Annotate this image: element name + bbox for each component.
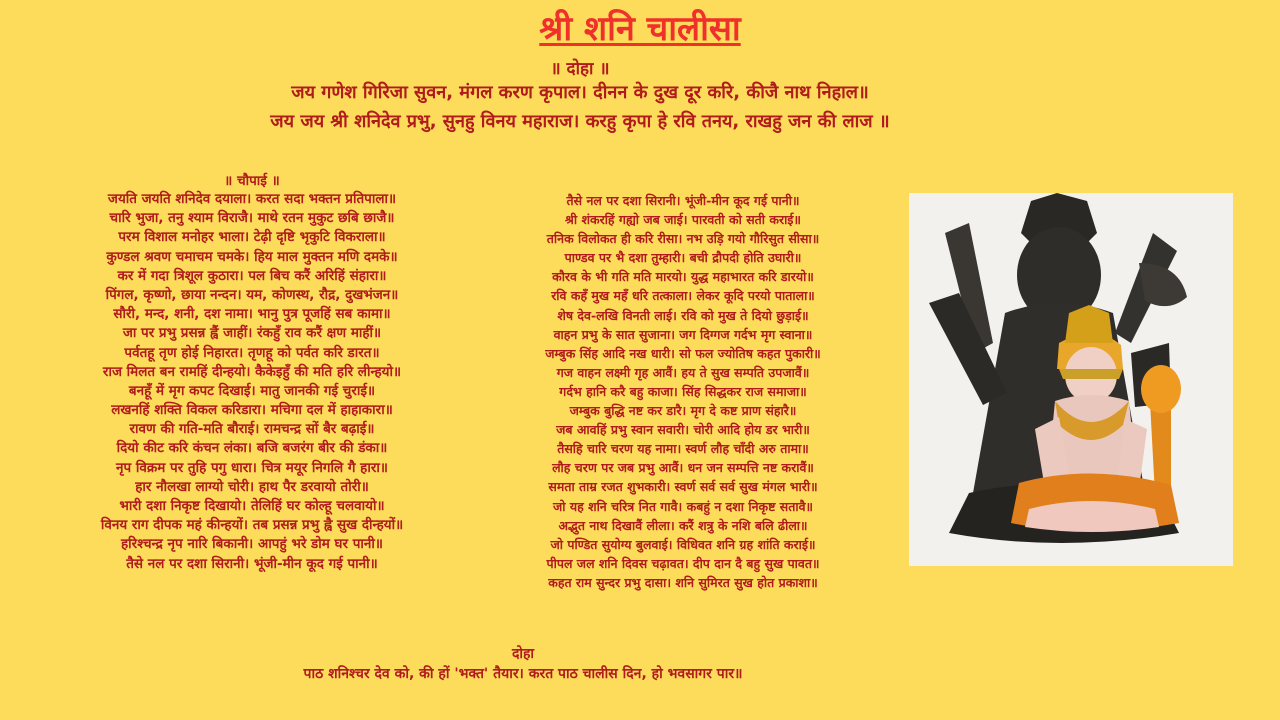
chaupai-left-column [52, 190, 452, 574]
closing-doha-line: पाठ शनिश्चर देव को, की हों 'भक्त' तैयार। करत पाठ चालीस दिन, हो भवसागर पार॥ [303, 666, 743, 682]
verse-line: लखनहिं शक्ति विकल करिडारा। मचिगा दल में हाहाकारा॥ [111, 402, 393, 419]
chaupai-middle-column [483, 191, 883, 592]
verse-line: लौह चरण पर जब प्रभु आवैं। धन जन सम्पत्ति नष्ट करावैं॥ [552, 460, 814, 476]
verse-line: शेष देव-लखि विनती लाई। रवि को मुख ते दियो छुड़ाई॥ [557, 307, 809, 323]
verse-line: बनहूँ में मृग कपट दिखाई। मातु जानकी गई चुराई॥ [128, 382, 376, 399]
page-title: श्री शनि चालीसा [539, 9, 741, 49]
verse-line: जयति जयति शनिदेव दयाला। करत सदा भक्तन प्रतिपाला॥ [107, 191, 397, 207]
chaupai-label: ॥ चौपाई ॥ [224, 173, 280, 189]
verse-line: रवि कहँ मुख महँ धरि तत्काला। लेकर कूदि परयो पाताला॥ [551, 288, 815, 304]
shani-hanuman-image [909, 193, 1233, 566]
verse-line: चारि भुजा, तनु श्याम विराजै। माथे रतन मुकुट छबि छाजै॥ [109, 210, 395, 227]
verse-line: विनय राग दीपक महं कीन्हयों। तब प्रसन्न प्रभु ह्वै सुख दीन्हयों॥ [100, 517, 404, 534]
verse-line: दियो कीट करि कंचन लंका। बजि बजरंग बीर की डंका॥ [116, 440, 388, 457]
verse-line: रावण की गति-मति बौराई। रामचन्द्र सों बैर बढ़ाई॥ [129, 421, 375, 438]
verse-line: अद्भुत नाथ दिखावैं लीला। करैं शत्रु के नशि बलि ढीला॥ [558, 517, 808, 533]
doha-line-1: जय गणेश गिरिजा सुवन, मंगल करण कृपाल। दीनन के दुख दूर करि, कीजै नाथ निहाल॥ [291, 82, 869, 103]
verse-line: भारी दशा निकृष्ट दिखायो। तेलिहिं घर कोल्हू चलवायो॥ [119, 498, 385, 514]
verse-line: जो पण्डित सुयोग्य बुलवाई। विधिवत शनि ग्रह शांति कराई॥ [550, 536, 816, 552]
verse-line: हार नौलखा लाग्यो चोरी। हाथ पैर डरवायो तोरी॥ [135, 478, 369, 495]
verse-line: राज मिलत बन रामहिं दीन्हयो। कैकेइहुँ की मति हरि लीन्हयो॥ [102, 363, 402, 380]
verse-line: जा पर प्रभु प्रसन्न ह्वैं जाहीं। रंकहुँ राव करैं क्षण माहीं॥ [122, 325, 382, 342]
verse-line: परम विशाल मनोहर भाला। टेढ़ी दृष्टि भृकुटि विकराला॥ [118, 229, 386, 246]
verse-line: तैसहि चारि चरण यह नामा। स्वर्ण लौह चाँदी अरु तामा॥ [557, 441, 809, 457]
doha-label: ॥ दोहा ॥ [550, 59, 610, 79]
verse-line: तैसे नल पर दशा सिरानी। भूंजी-मीन कूद गई पानी॥ [566, 193, 800, 208]
verse-line: श्री शंकरहिं गह्यो जब जाई। पारवती को सती कराई॥ [565, 212, 801, 228]
closing-doha-label: दोहा [511, 646, 535, 662]
verse-line: नृप विक्रम पर तुहि पगु धारा। चित्र मयूर निगलि गै हारा॥ [116, 459, 388, 476]
verse-line: पाण्डव पर भै दशा तुम्हारी। बची द्रौपदी होति उघारी॥ [564, 250, 802, 266]
verse-line: पर्वतहू तृण होई निहारत। तृणहू को पर्वत करि डारत॥ [124, 344, 380, 361]
verse-line: कर में गदा त्रिशूल कुठारा। पल बिच करैं अरिहिं संहारा॥ [117, 267, 387, 284]
verse-line: हरिश्चन्द्र नृप नारि बिकानी। आपहुं भरे डोम घर पानी॥ [121, 536, 383, 553]
verse-line: सौरी, मन्द, शनी, दश नामा। भानु पुत्र पूजहिं सब कामा॥ [113, 306, 391, 323]
doha-line-2: जय जय श्री शनिदेव प्रभु, सुनहु विनय महाराज। करहु कृपा हे रवि तनय, राखहु जन की लाज ॥ [270, 111, 890, 132]
verse-line: जब आवहिं प्रभु स्वान सवारी। चोरी आदि होय डर भारी॥ [556, 422, 810, 438]
verse-line: जो यह शनि चरित्र नित गावै। कबहुं न दशा निकृष्ट सतावै॥ [552, 498, 814, 514]
verse-line: गर्दभ हानि करै बहु काजा। सिंह सिद्धकर राज समाजा॥ [559, 383, 807, 399]
verse-line: समता ताम्र रजत शुभकारी। स्वर्ण सर्व सर्व सुख मंगल भारी॥ [548, 479, 818, 495]
verse-line: कहत राम सुन्दर प्रभु दासा। शनि सुमिरत सुख होत प्रकाशा॥ [548, 574, 818, 590]
verse-line: पिंगल, कृष्णो, छाया नन्दन। यम, कोणस्थ, रौद्र, दुखभंजन॥ [105, 286, 399, 303]
verse-line: गज वाहन लक्ष्मी गृह आवैं। हय ते सुख सम्पति उपजावैं॥ [556, 364, 810, 380]
verse-line: तनिक विलोकत ही करि रीसा। नभ उड़ि गयो गौरिसुत सीसा॥ [546, 231, 820, 247]
verse-line: पीपल जल शनि दिवस चढ़ावत। दीप दान दै बहु सुख पावत॥ [546, 555, 820, 571]
verse-line: कुण्डल श्रवण चमाचम चमके। हिय माल मुक्तन मणि दमके॥ [106, 248, 398, 265]
verse-line: कौरव के भी गति मति मारयो। युद्ध महाभारत करि डारयो॥ [552, 269, 814, 285]
verse-line: तैसे नल पर दशा सिरानी। भूंजी-मीन कूद गई पानी॥ [126, 555, 378, 572]
verse-line: वाहन प्रभु के सात सुजाना। जग दिग्गज गर्दभ मृग स्वाना॥ [553, 326, 813, 342]
verse-line: जम्बुक बुद्धि नष्ट कर डारै। मृग दे कष्ट प्राण संहारै॥ [569, 403, 797, 419]
verse-line: जम्बुक सिंह आदि नख धारी। सो फल ज्योतिष कहत पुकारी॥ [545, 345, 821, 361]
